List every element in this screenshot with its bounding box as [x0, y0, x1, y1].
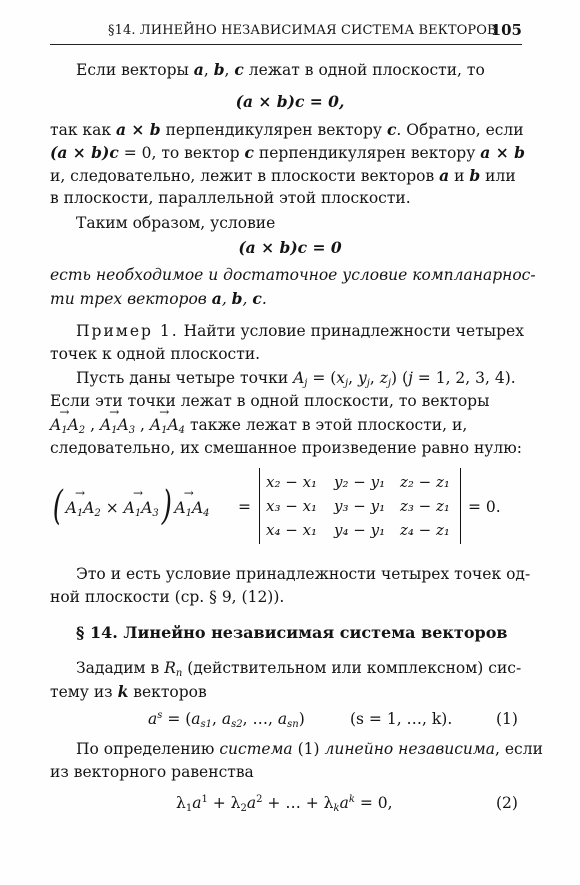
equation-number-1: (1) — [496, 710, 518, 728]
conclusion-line2: ти трех векторов a, b, c. — [50, 289, 267, 308]
example-line6: следовательно, их смешанное произведение равно нулю: — [50, 439, 522, 457]
det-row-2: x₃ − x₁ y₃ − y₁ z₃ − z₁ — [266, 497, 450, 515]
p1-line5: в плоскости, параллельной этой плоскости. — [50, 189, 411, 207]
section-line4: из векторного равенства — [50, 763, 254, 781]
det-row-1: x₂ − x₁ y₂ − y₁ z₂ − z₁ — [266, 473, 450, 491]
example-line3: Пусть даны четыре точки $A_j = (x_j$, $y_j$, $z_j$) (j = 1, 2, 3, 4). — [76, 369, 516, 389]
example-line5: → $A_1A_2$ , → $A_1A_3$ , → $A_1A_4$ также лежат в этой плоскости, и, — [50, 414, 467, 437]
det-row-3: x₄ − x₁ y₄ − y₁ z₄ − z₁ — [266, 521, 450, 539]
page-number: 105 — [490, 21, 522, 39]
header-title: §14. ЛИНЕЙНО НЕЗАВИСИМАЯ СИСТЕМА ВЕКТОРОВ — [108, 23, 497, 38]
example-line2: точек к одной плоскости. — [50, 345, 261, 363]
equals-sign: = — [238, 498, 251, 516]
section-line3: По определению система (1) линейно независима, если — [76, 740, 543, 758]
formula-coplanar-1: (a × b)c = 0, — [235, 92, 345, 111]
determinant — [259, 468, 461, 544]
p2-line1: Таким образом, условие — [76, 214, 276, 232]
running-header — [50, 18, 522, 45]
formula-system-range: (s = 1, …, k). — [350, 710, 453, 728]
after-line2: ной плоскости (ср. § 9, (12)). — [50, 588, 285, 606]
formula-coplanar-2: (a × b)c = 0 — [238, 238, 342, 257]
section-line1: Зададим в $R_n$ (действительном или комплексном) сис- — [76, 659, 522, 679]
example-line4: Если эти точки лежат в одной плоскости, то векторы — [50, 392, 490, 410]
p1-line2: так как a × b перпендикулярен вектору c. Обратно, если — [50, 120, 524, 139]
section-line2: тему из k векторов — [50, 682, 207, 701]
mixed-product-lhs: (→ $A_1A_2$ × → $A_1A_3)\to A_1A_4$ — [50, 477, 210, 523]
equation-number-2: (2) — [496, 794, 518, 812]
formula-system: $a^s = (a_{s1}$, $a_{s2}$, …, $a_{sn}$) — [148, 710, 305, 730]
formula-linear-combination: $\lambda_1a^1 + \lambda_2a^2$ + … + $\lambda_ka^k = 0$, — [176, 794, 393, 814]
p1-line1: Если векторы a, b, c лежат в одной плоскости, то — [76, 60, 485, 79]
equals-zero: = 0. — [468, 498, 501, 516]
example-line1: Пример 1. Найти условие принадлежности четырех — [76, 322, 524, 340]
p1-line4: и, следовательно, лежит в плоскости векторов a и b или — [50, 166, 516, 185]
p1-line3: (a × b)c = 0, то вектор c перпендикулярен вектору a × b — [50, 143, 525, 162]
example-label: Пример 1. — [76, 322, 179, 340]
section-title: § 14. Линейно независимая система векторов — [76, 623, 508, 642]
conclusion-line1: есть необходимое и достаточное условие компланарнос- — [50, 266, 536, 284]
after-line1: Это и есть условие принадлежности четырех точек од- — [76, 565, 531, 583]
